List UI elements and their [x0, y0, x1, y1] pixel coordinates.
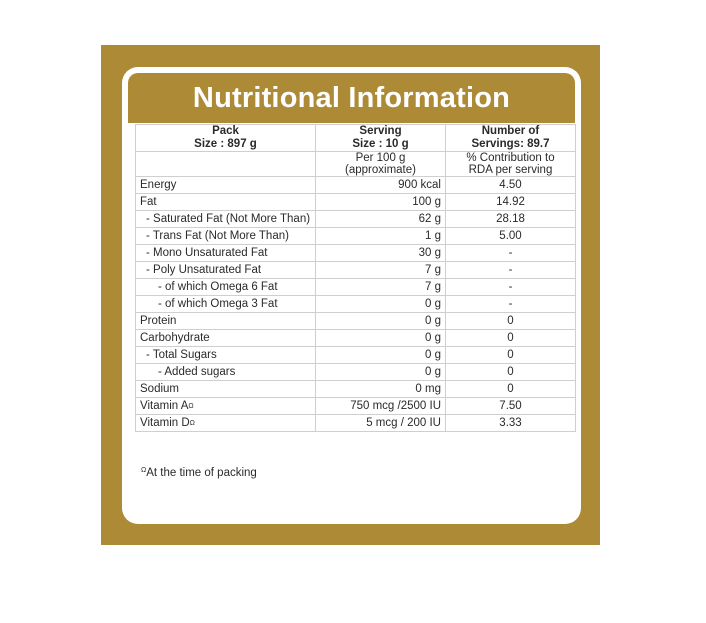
nutrient-name — [136, 245, 316, 262]
nutrient-name — [136, 262, 316, 279]
rda-value: 14.92 — [446, 194, 576, 211]
footnote-mark: Ω — [188, 402, 194, 410]
nutrient-label: - Total Sugars — [146, 348, 217, 361]
nutrient-name — [136, 194, 316, 211]
page-title: Nutritional Information — [192, 81, 511, 114]
table-row — [136, 245, 576, 262]
nutrient-name — [136, 313, 316, 330]
pack-size-value: Size : 897 g — [194, 138, 257, 150]
nutrient-name — [136, 347, 316, 364]
rda-label-line1: % Contribution to — [466, 152, 555, 164]
servings-count-value: Servings: 89.7 — [471, 138, 550, 150]
footnote-mark: Ω — [189, 419, 195, 427]
table-row — [136, 364, 576, 381]
rda-value: 3.33 — [446, 415, 576, 432]
nutrient-name — [136, 398, 316, 415]
rda-value: 0 — [446, 313, 576, 330]
nutrient-name — [136, 415, 316, 432]
nutrient-label: - Poly Unsaturated Fat — [146, 263, 262, 276]
pack-label: Pack — [212, 125, 239, 137]
table-row — [136, 262, 576, 279]
servings-count-header — [446, 125, 576, 152]
rda-value: 7.50 — [446, 398, 576, 415]
per100-label: Per 100 g — [355, 152, 406, 164]
nutrient-label: - of which Omega 3 Fat — [158, 297, 278, 310]
nutrient-label: Vitamin D — [140, 416, 190, 429]
per100-value: 0 g — [316, 330, 446, 347]
serving-size-header — [316, 125, 446, 152]
per100-value: 0 mg — [316, 381, 446, 398]
nutrient-label: - of which Omega 6 Fat — [158, 280, 278, 293]
nutrient-name — [136, 279, 316, 296]
per100-value: 7 g — [316, 262, 446, 279]
title-bar — [128, 73, 575, 123]
rda-value: 0 — [446, 381, 576, 398]
nutrient-label: Sodium — [140, 382, 179, 395]
servings-label: Number of — [481, 125, 540, 137]
per100-value: 30 g — [316, 245, 446, 262]
per100-value: 62 g — [316, 211, 446, 228]
nutrient-label: Carbohydrate — [140, 331, 210, 344]
nutrient-label: Protein — [140, 314, 177, 327]
table-row — [136, 381, 576, 398]
per100-value: 750 mcg /2500 IU — [316, 398, 446, 415]
rda-value: 4.50 — [446, 177, 576, 194]
rda-header — [446, 152, 576, 177]
nutrient-label: Vitamin A — [140, 399, 189, 412]
rda-label-line2: RDA per serving — [468, 164, 553, 176]
nutrient-name — [136, 228, 316, 245]
nutrient-name — [136, 177, 316, 194]
nutrient-name — [136, 381, 316, 398]
empty-cell — [136, 152, 316, 177]
table-row — [136, 211, 576, 228]
nutrient-label: Fat — [140, 195, 157, 208]
nutrient-label: - Saturated Fat (Not More Than) — [146, 212, 311, 225]
table-row — [136, 415, 576, 432]
table-row — [136, 177, 576, 194]
nutrition-table — [135, 124, 576, 432]
rda-value: - — [446, 262, 576, 279]
nutrient-label: - Mono Unsaturated Fat — [146, 246, 268, 259]
table-header-row — [136, 125, 576, 152]
rda-value: - — [446, 279, 576, 296]
serving-size-value: Size : 10 g — [352, 138, 409, 150]
per100-value: 0 g — [316, 296, 446, 313]
per100-value: 5 mcg / 200 IU — [316, 415, 446, 432]
per100-value: 0 g — [316, 347, 446, 364]
rda-value: - — [446, 296, 576, 313]
per100-value: 0 g — [316, 364, 446, 381]
per100-value: 100 g — [316, 194, 446, 211]
rda-value: 28.18 — [446, 211, 576, 228]
nutrient-name — [136, 211, 316, 228]
footnote-mark: Ω — [141, 467, 147, 474]
table-row — [136, 296, 576, 313]
per100-value: 7 g — [316, 279, 446, 296]
rda-value: 0 — [446, 330, 576, 347]
per100-value: 1 g — [316, 228, 446, 245]
table-subheader-row — [136, 152, 576, 177]
footnote — [141, 467, 257, 479]
rda-value: 0 — [446, 347, 576, 364]
approx-label: (approximate) — [345, 164, 416, 176]
footnote-text: At the time of packing — [146, 467, 257, 479]
per100-header — [316, 152, 446, 177]
table-row — [136, 330, 576, 347]
nutrient-label: Energy — [140, 178, 177, 191]
rda-value: 5.00 — [446, 228, 576, 245]
per100-value: 0 g — [316, 313, 446, 330]
table-row — [136, 194, 576, 211]
table-row — [136, 228, 576, 245]
nutrient-name — [136, 364, 316, 381]
per100-value: 900 kcal — [316, 177, 446, 194]
table-row — [136, 313, 576, 330]
nutrient-label: - Trans Fat (Not More Than) — [146, 229, 289, 242]
rda-value: - — [446, 245, 576, 262]
pack-size-header — [136, 125, 316, 152]
rda-value: 0 — [446, 364, 576, 381]
table-row — [136, 279, 576, 296]
table-row — [136, 347, 576, 364]
table-row — [136, 398, 576, 415]
nutrient-name — [136, 296, 316, 313]
nutrient-name — [136, 330, 316, 347]
nutrient-label: - Added sugars — [158, 365, 236, 378]
serving-label: Serving — [359, 125, 402, 137]
